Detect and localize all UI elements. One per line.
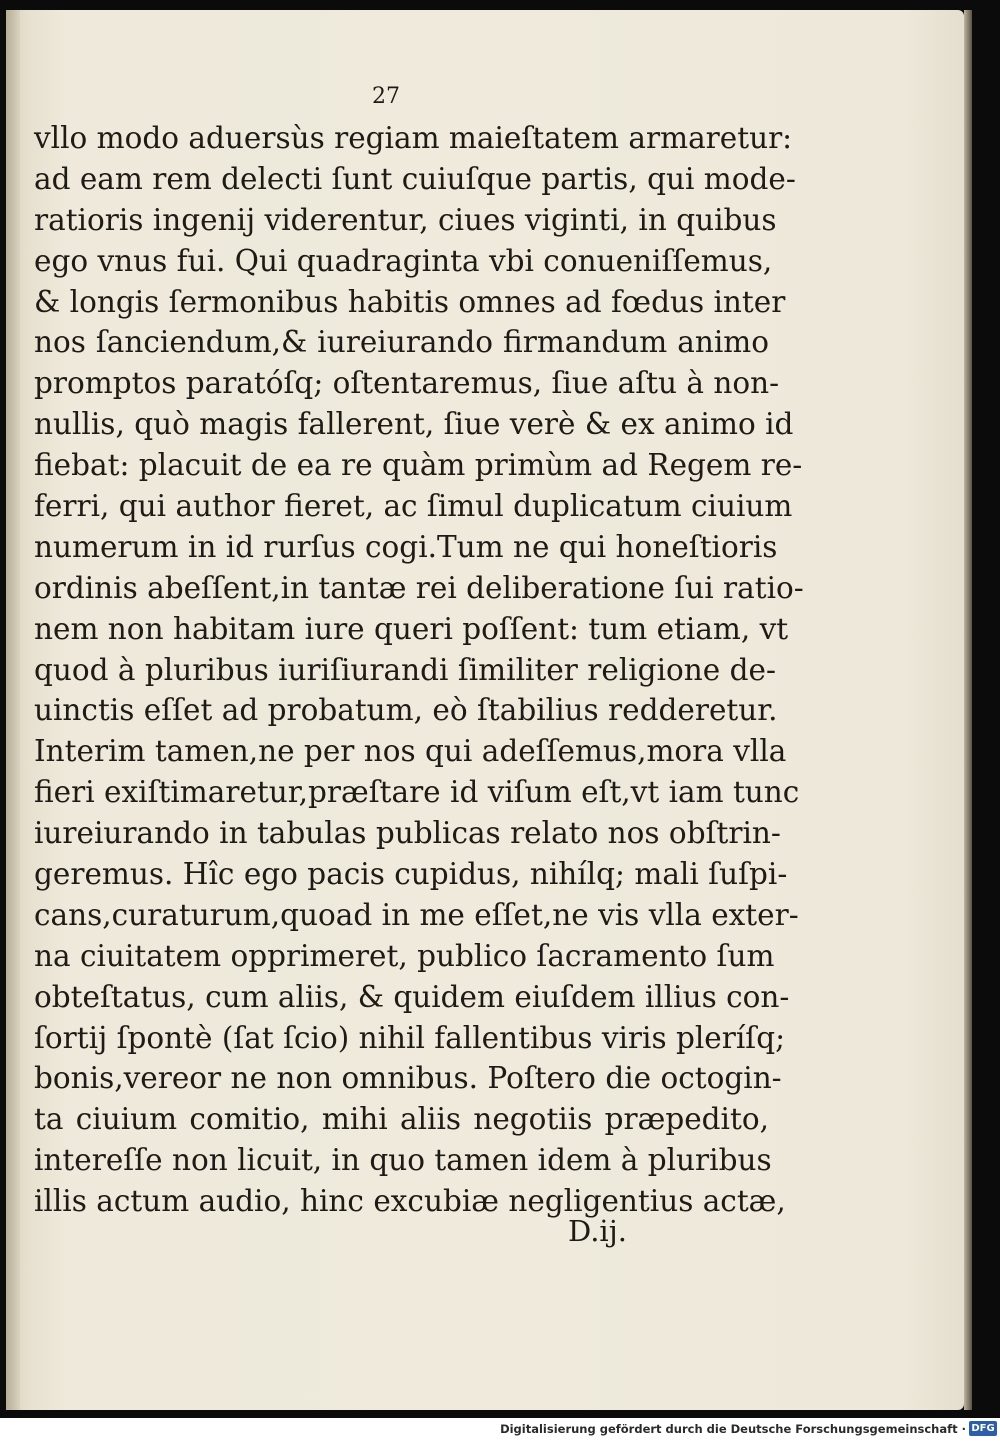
page-gutter [6, 10, 20, 1410]
signature-mark: D.ij. [568, 1214, 627, 1248]
text-line: ſortij ſpontè (ſat ſcio) nihil fallentibus viris pleríſq; [34, 1020, 786, 1055]
text-line: cans,curaturum,quoad in me eſſet,ne vis vlla exter- [34, 897, 799, 932]
text-line: obteſtatus, cum aliis, & quidem eiuſdem illius con- [34, 979, 790, 1014]
text-line: iureiurando in tabulas publicas relato nos obſtrin- [34, 816, 781, 851]
text-line: nem non habitam iure queri poſſent: tum etiam, vt [34, 611, 789, 646]
page-edge [964, 10, 972, 1410]
text-line: ta ciuium comitio, mihi aliis negotiis præpedito, [34, 1102, 769, 1137]
text-line: ego vnus fui. Qui quadraginta vbi conueniſſemus, [34, 243, 773, 278]
text-line: ferri, qui author fieret, ac ſimul duplicatum ciuium [34, 489, 793, 524]
text-line: geremus. Hîc ego pacis cupidus, nihílq; mali ſuſpi- [34, 857, 788, 892]
dfg-credit-text: Digitalisierung gefördert durch die Deutsche Forschungsgemeinschaft · [500, 1422, 966, 1436]
text-line: ordinis abeſſent,in tantæ rei deliberatione ſui ratio- [34, 570, 804, 605]
text-line: fieri exiſtimaretur,præſtare id viſum eſt,vt iam tunc [34, 775, 800, 810]
text-line: ratioris ingenij viderentur, ciues viginti, in quibus [34, 202, 777, 237]
text-line: nos ſanciendum,& iureiurando firmandum animo [34, 325, 769, 360]
dfg-logo: DFG [969, 1421, 997, 1436]
text-line: na ciuitatem opprimeret, publico ſacramento ſum [34, 938, 775, 973]
text-line: nullis, quò magis fallerent, ſiue verè & ex animo id [34, 407, 794, 442]
body-text [34, 118, 804, 1222]
text-line: vllo modo aduersùs regiam maieſtatem armaretur: [34, 121, 793, 155]
text-line: ad eam rem delecti ſunt cuiuſque partis, qui mode- [34, 161, 796, 196]
text-line: intereſſe non licuit, in quo tamen idem à pluribus [34, 1143, 772, 1178]
text-line: promptos paratóſq; oſtentaremus, ſiue aſtu à non- [34, 366, 780, 401]
text-line: uinctis eſſet ad probatum, eò ſtabilius redderetur. [34, 693, 778, 728]
page-number: 27 [372, 84, 400, 109]
text-line: Interim tamen,ne per nos qui adeſſemus,mora vlla [34, 734, 787, 769]
text-line: bonis,vereor ne non omnibus. Poſtero die octogin- [34, 1061, 782, 1096]
text-line: numerum in id rurſus cogi.Tum ne qui honeſtioris [34, 529, 778, 564]
text-line: quod à pluribus iuriſiurandi ſimiliter religione de- [34, 652, 776, 687]
text-line: illis actum audio, hinc excubiæ negligentius actæ, [34, 1184, 786, 1219]
digitization-footer [0, 1418, 1000, 1441]
text-line: & longis ſermonibus habitis omnes ad fœdus inter [34, 284, 786, 319]
text-line: fiebat: placuit de ea re quàm primùm ad Regem re- [34, 448, 803, 483]
